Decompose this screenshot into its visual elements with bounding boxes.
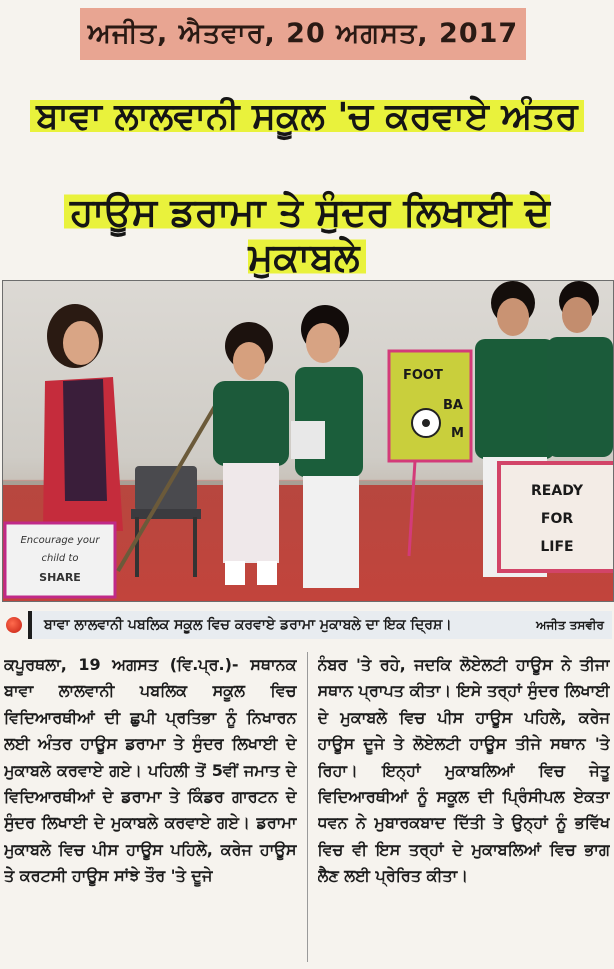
share-sign-line-1: Encourage your xyxy=(20,535,100,546)
news-photo-illustration xyxy=(3,281,613,601)
news-photo xyxy=(2,280,614,602)
football-sign xyxy=(389,351,471,556)
photo-caption: ਬਾਵਾ ਲਾਲਵਾਨੀ ਪਬਲਿਕ ਸਕੂਲ ਵਿਚ ਕਰਵਾਏ ਡਰਾਮਾ ਮੁਕਾਬਲੇ ਦਾ ਇਕ ਦ੍ਰਿਸ਼। xyxy=(44,617,452,633)
ready-for-life-sign xyxy=(499,463,613,571)
football-sign-line-1: FOOT xyxy=(403,368,443,383)
headline-line-2 xyxy=(0,190,614,280)
photo-credit: ਅਜੀਤ ਤਸਵੀਰ xyxy=(536,617,604,632)
article-body xyxy=(4,652,610,962)
football-sign-line-2: BA xyxy=(443,398,463,413)
girl-red-dress xyxy=(43,304,123,531)
article-column-2-text: ਨੰਬਰ 'ਤੇ ਰਹੇ, ਜਦਕਿ ਲੋਏਲਟੀ ਹਾਊਸ ਨੇ ਤੀਜਾ ਸਥਾਨ ਪ੍ਰਾਪਤ ਕੀਤਾ। ਇਸੇ ਤਰ੍ਹਾਂ ਸੁੰਦਰ ਲਿਖਾਈ ਦੇ ਮੁਕਾਬਲੇ ਵਿਚ ਪੀਸ ਹਾਊਸ ਪਹਿਲੇ, ਕਰੇਜ ਹਾਊਸ ਦੂਜੇ ਤੇ ਲੋਏਲਟੀ ਹਾਊਸ ਤੀਜੇ ਸਥਾਨ 'ਤੇ ਰਿਹਾ। ਇਨ੍ਹਾਂ ਮੁਕਾਬਲਿਆਂ ਵਿਚ ਜੇਤੂ ਵਿਦਿਆਰਥੀਆਂ ਨੂੰ ਸਕੂਲ ਦੀ ਪ੍ਰਿੰਸੀਪਲ ਏਕਤਾ ਧਵਨ ਨੇ ਮੁਬਾਰਕਬਾਦ ਦਿੱਤੀ ਤੇ ਉਨ੍ਹਾਂ ਨੂੰ ਭਵਿੱਖ ਵਿਚ ਵੀ ਇਸ ਤਰ੍ਹਾਂ ਦੇ ਮੁਕਾਬਲਿਆਂ ਵਿਚ ਭਾਗ ਲੈਣ ਲਈ ਪ੍ਰੇਰਿਤ ਕੀਤਾ। xyxy=(317,655,610,886)
share-sign-line-2: child to xyxy=(41,553,79,564)
article-column-1 xyxy=(4,652,297,962)
article-column-1-text: ਕਪੂਰਥਲਾ, 19 ਅਗਸਤ (ਵਿ.ਪ੍ਰ.)- ਸਥਾਨਕ ਬਾਵਾ ਲਾਲਵਾਨੀ ਪਬਲਿਕ ਸਕੂਲ ਵਿਚ ਵਿਦਿਆਰਥੀਆਂ ਦੀ ਛੁਪੀ ਪ੍ਰਤਿਭਾ ਨੂੰ ਨਿਖਾਰਨ ਲਈ ਅੰਤਰ ਹਾਊਸ ਡਰਾਮਾ ਤੇ ਸੁੰਦਰ ਲਿਖਾਈ ਦੇ ਮੁਕਾਬਲੇ ਕਰਵਾਏ ਗਏ। ਪਹਿਲੀ ਤੋਂ 5ਵੀਂ ਜਮਾਤ ਦੇ ਵਿਦਿਆਰਥੀਆਂ ਦੇ ਡਰਾਮਾ ਤੇ ਕਿੰਡਰ ਗਾਰਟਨ ਦੇ ਸੁੰਦਰ ਲਿਖਾਈ ਦੇ ਮੁਕਾਬਲੇ ਕਰਵਾਏ ਗਏ। ਡਰਾਮਾ ਮੁਕਾਬਲੇ ਵਿਚ ਪੀਸ ਹਾਊਸ ਪਹਿਲੇ, ਕਰੇਜ ਹਾਊਸ ਤੇ ਕਰਟਸੀ ਹਾਊਸ ਸਾਂਝੇ ਤੌਰ 'ਤੇ ਦੂਜੇ xyxy=(4,655,297,886)
headline-line-2-text: ਹਾਊਸ ਡਰਾਮਾ ਤੇ ਸੁੰਦਰ ਲਿਖਾਈ ਦੇ ਮੁਕਾਬਲੇ xyxy=(64,190,550,279)
ready-sign-line-3: LIFE xyxy=(540,539,574,555)
article-column-2 xyxy=(318,652,611,962)
caption-bullet-icon xyxy=(6,617,22,633)
photo-caption-bar xyxy=(2,608,612,642)
headline-line-1 xyxy=(0,96,614,138)
share-sign xyxy=(5,523,115,597)
girl-green-shirt xyxy=(213,322,289,585)
ready-sign-line-2: FOR xyxy=(540,511,574,527)
dateline: ਅਜੀਤ, ਐਤਵਾਰ, 20 ਅਗਸਤ, 2017 xyxy=(80,8,526,60)
share-sign-line-3: SHARE xyxy=(39,571,81,584)
column-divider xyxy=(307,652,308,962)
football-sign-line-3: M xyxy=(451,426,464,441)
chair-shape xyxy=(131,466,201,577)
boy-center xyxy=(291,305,363,588)
caption-band xyxy=(28,611,612,639)
ready-sign-line-1: READY xyxy=(531,483,583,499)
boy-right-2 xyxy=(547,281,613,457)
headline-line-1-text: ਬਾਵਾ ਲਾਲਵਾਨੀ ਸਕੂਲ 'ਚ ਕਰਵਾਏ ਅੰਤਰ xyxy=(30,96,584,137)
